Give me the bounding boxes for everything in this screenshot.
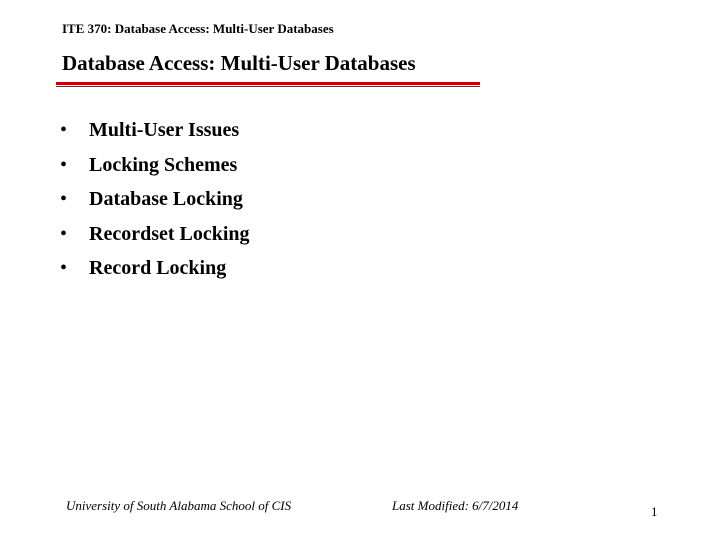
- title-underline-red: [56, 82, 480, 85]
- bullet-point-icon: •: [60, 188, 68, 210]
- bullet-item: [60, 257, 250, 292]
- footer-school: University of South Alabama School of CIS: [66, 498, 292, 513]
- bullet-point-icon: •: [60, 257, 68, 279]
- bullet-text: Multi-User Issues: [89, 119, 240, 141]
- footer-last-modified: Last Modified: 6/7/2014: [392, 498, 519, 513]
- bullet-point-icon: •: [60, 119, 68, 141]
- bullet-text: Record Locking: [89, 257, 227, 279]
- bullet-text: Locking Schemes: [89, 153, 238, 176]
- bullet-text: Database Locking: [89, 188, 243, 210]
- bullet-point-icon: •: [60, 222, 68, 245]
- bullet-item: [60, 154, 250, 189]
- bullet-item: [60, 119, 250, 154]
- bullet-item: [60, 188, 250, 223]
- slide-title: Database Access: Multi-User Databases: [62, 51, 416, 75]
- title-underline-dark: [56, 86, 480, 87]
- bullet-item: [60, 223, 250, 258]
- page-number: 1: [651, 504, 658, 519]
- bullet-point-icon: •: [60, 153, 68, 176]
- bullet-text: Recordset Locking: [89, 222, 250, 245]
- course-header: ITE 370: Database Access: Multi-User Databases: [62, 21, 334, 36]
- bullet-list: [60, 119, 250, 292]
